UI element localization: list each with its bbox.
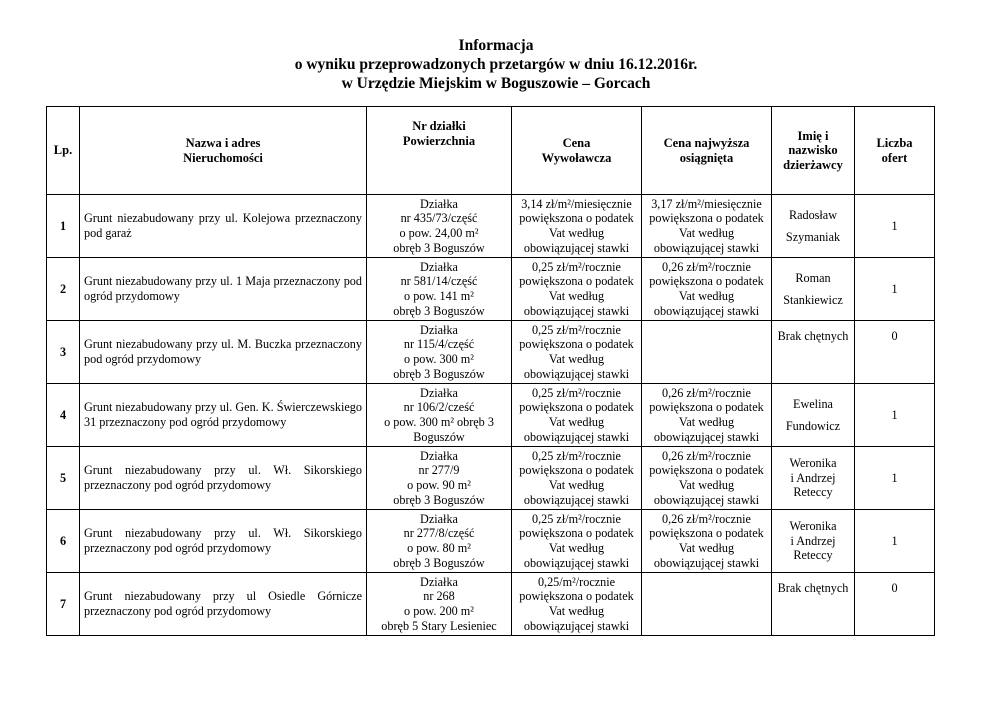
person-line: Brak chętnych (777, 581, 849, 595)
col-header-plot: Nr działki Powierzchnia (367, 107, 512, 195)
price-line: 0,25/m²/rocznie (537, 574, 616, 589)
table-row (47, 447, 935, 510)
row-number: 6 (47, 510, 80, 573)
plot-info (367, 510, 512, 573)
highest-price (642, 195, 772, 258)
plot-info (367, 447, 512, 510)
price-line: Vat według (548, 541, 605, 555)
plot-line: obręb 5 Stary Lesieniec (381, 618, 497, 633)
top-line: 0,26 zł/m²/rocznie (662, 259, 751, 274)
property-name: Grunt niezabudowany przy ul. Wł. Sikorskiego przeznaczony pod ogród przydomowy (80, 447, 367, 510)
top-line: Vat według (678, 415, 735, 429)
property-name: Grunt niezabudowany przy ul. Kolejowa przeznaczony pod garaż (80, 195, 367, 258)
top-line: Vat według (678, 226, 735, 240)
person-line: i Andrzej (790, 470, 836, 485)
offer-count: 1 (855, 258, 935, 321)
price-line: powiększona o podatek (519, 589, 634, 604)
title-line-3: w Urzędzie Miejskim w Boguszowie – Gorcach (341, 75, 651, 92)
offer-count: 0 (855, 573, 935, 636)
starting-price (512, 510, 642, 573)
col-header-offers: Liczba ofert (855, 107, 935, 195)
plot-line: nr 581/14/część (400, 274, 478, 289)
price-line: Vat według (548, 604, 605, 618)
top-line: obowiązującej stawki (653, 429, 760, 444)
person-line: Radosław (788, 208, 838, 222)
plot-line: nr 277/8/część (403, 526, 475, 541)
table-row (47, 258, 935, 321)
price-line: 0,25 zł/m²/rocznie (532, 448, 621, 463)
table-row (47, 195, 935, 258)
plot-info (367, 384, 512, 447)
property-name: Grunt niezabudowany przy ul. M. Buczka przeznaczony pod ogród przydomowy (80, 321, 367, 384)
top-line: powiększona o podatek (649, 274, 764, 289)
tenant-name (772, 258, 855, 321)
table-row (47, 573, 935, 636)
highest-price (642, 573, 772, 636)
table-row (47, 321, 935, 384)
price-line: Vat według (548, 352, 605, 366)
plot-line: Działka (420, 511, 458, 526)
price-line: 0,25 zł/m²/rocznie (532, 385, 621, 400)
tenant-name (772, 384, 855, 447)
price-line: powiększona o podatek (519, 337, 634, 352)
starting-price (512, 384, 642, 447)
tenant-name (772, 447, 855, 510)
price-line: 0,25 zł/m²/rocznie (532, 322, 621, 337)
price-line: obowiązującej stawki (523, 429, 630, 444)
title-line-1: Informacja (458, 37, 534, 54)
offer-count: 1 (855, 510, 935, 573)
plot-line: obręb 3 Boguszów (393, 555, 485, 570)
plot-line: nr 268 (423, 589, 455, 604)
person-line: Fundowicz (785, 419, 841, 433)
price-line: 3,14 zł/m²/miesięcznie (521, 196, 632, 211)
price-line: obowiązującej stawki (523, 492, 630, 507)
highest-price (642, 447, 772, 510)
offer-count: 0 (855, 321, 935, 384)
price-line: powiększona o podatek (519, 274, 634, 289)
col-header-person: Imię i nazwisko dzierżawcy (772, 107, 855, 195)
price-line: Vat według (548, 289, 605, 303)
plot-line: Boguszów (413, 429, 465, 444)
plot-line: nr 277/9 (418, 463, 460, 478)
starting-price (512, 447, 642, 510)
plot-info (367, 258, 512, 321)
top-line: obowiązującej stawki (653, 555, 760, 570)
person-line: Weronika (789, 456, 837, 471)
col-header-name: Nazwa i adres Nieruchomości (80, 107, 367, 195)
plot-line: o pow. 300 m² obręb 3 (384, 415, 494, 429)
plot-line: Działka (420, 448, 458, 463)
price-line: obowiązującej stawki (523, 366, 630, 381)
row-number: 1 (47, 195, 80, 258)
starting-price (512, 573, 642, 636)
price-line: obowiązującej stawki (523, 555, 630, 570)
person-line: Weronika (789, 519, 837, 534)
top-line: powiększona o podatek (649, 526, 764, 541)
tenant-name (772, 510, 855, 573)
plot-line: obręb 3 Boguszów (393, 492, 485, 507)
title-line-2: o wyniku przeprowadzonych przetargów w dniu 16.12.2016r. (294, 56, 698, 73)
col-header-top-price: Cena najwyższa osiągnięta (642, 107, 772, 195)
plot-line: nr 435/73/część (400, 211, 478, 226)
top-line: powiększona o podatek (649, 400, 764, 415)
plot-line: Działka (420, 574, 458, 589)
row-number: 4 (47, 384, 80, 447)
plot-info (367, 573, 512, 636)
row-number: 5 (47, 447, 80, 510)
top-line: 3,17 zł/m²/miesięcznie (651, 196, 762, 211)
person-line: Szymaniak (785, 230, 841, 244)
price-line: obowiązującej stawki (523, 240, 630, 255)
price-line: Vat według (548, 478, 605, 492)
offer-count: 1 (855, 195, 935, 258)
top-line: 0,26 zł/m²/rocznie (662, 511, 751, 526)
top-line: 0,26 zł/m²/rocznie (662, 448, 751, 463)
tenant-name (772, 573, 855, 636)
plot-info (367, 195, 512, 258)
price-line: obowiązującej stawki (523, 303, 630, 318)
table-header-row (47, 107, 935, 195)
table-row (47, 510, 935, 573)
row-number: 7 (47, 573, 80, 636)
offer-count: 1 (855, 384, 935, 447)
highest-price (642, 321, 772, 384)
plot-info (367, 321, 512, 384)
top-line: 0,26 zł/m²/rocznie (662, 385, 751, 400)
plot-line: Działka (420, 322, 458, 337)
col-header-price: Cena Wywoławcza (512, 107, 642, 195)
row-number: 2 (47, 258, 80, 321)
tender-results-table (46, 106, 935, 636)
starting-price (512, 321, 642, 384)
price-line: Vat według (548, 226, 605, 240)
plot-line: obręb 3 Boguszów (393, 240, 485, 255)
plot-line: o pow. 300 m² (404, 352, 474, 366)
plot-line: o pow. 24,00 m² (399, 226, 479, 240)
starting-price (512, 258, 642, 321)
starting-price (512, 195, 642, 258)
top-line: Vat według (678, 289, 735, 303)
col-header-lp: Lp. (47, 107, 80, 195)
top-line: Vat według (678, 541, 735, 555)
property-name: Grunt niezabudowany przy ul. 1 Maja przeznaczony pod ogród przydomowy (80, 258, 367, 321)
top-line: obowiązującej stawki (653, 240, 760, 255)
property-name: Grunt niezabudowany przy ul Osiedle Górnicze przeznaczony pod ogród przydomowy (80, 573, 367, 636)
property-name: Grunt niezabudowany przy ul. Wł. Sikorskiego przeznaczony pod ogród przydomowy (80, 510, 367, 573)
price-line: obowiązującej stawki (523, 618, 630, 633)
table-row (47, 384, 935, 447)
highest-price (642, 384, 772, 447)
price-line: powiększona o podatek (519, 400, 634, 415)
top-line: powiększona o podatek (649, 211, 764, 226)
person-line: Reteccy (793, 485, 833, 500)
person-line: Stankiewicz (783, 293, 843, 307)
tenant-name (772, 195, 855, 258)
person-line: Reteccy (793, 548, 833, 563)
highest-price (642, 510, 772, 573)
offer-count: 1 (855, 447, 935, 510)
price-line: powiększona o podatek (519, 526, 634, 541)
top-line: Vat według (678, 478, 735, 492)
person-line: Ewelina (793, 397, 833, 411)
top-line: obowiązującej stawki (653, 303, 760, 318)
highest-price (642, 258, 772, 321)
plot-line: Działka (420, 196, 458, 211)
plot-line: nr 106/2/cześć (403, 400, 475, 415)
price-line: 0,25 zł/m²/rocznie (532, 259, 621, 274)
plot-line: obręb 3 Boguszów (393, 366, 485, 381)
price-line: powiększona o podatek (519, 211, 634, 226)
person-line: Brak chętnych (777, 329, 849, 343)
row-number: 3 (47, 321, 80, 384)
price-line: Vat według (548, 415, 605, 429)
plot-line: Działka (420, 385, 458, 400)
plot-line: nr 115/4/część (403, 337, 475, 352)
plot-line: o pow. 200 m² (404, 604, 474, 618)
property-name: Grunt niezabudowany przy ul. Gen. K. Świerczewskiego 31 przeznaczony pod ogród przydomowy (80, 384, 367, 447)
plot-line: o pow. 90 m² (407, 478, 471, 492)
top-line: obowiązującej stawki (653, 492, 760, 507)
plot-line: o pow. 141 m² (404, 289, 474, 303)
person-line: i Andrzej (790, 533, 836, 548)
plot-line: o pow. 80 m² (407, 541, 471, 555)
document-title (0, 36, 992, 93)
person-line: Roman (795, 271, 831, 285)
price-line: powiększona o podatek (519, 463, 634, 478)
plot-line: obręb 3 Boguszów (393, 303, 485, 318)
tenant-name (772, 321, 855, 384)
plot-line: Działka (420, 259, 458, 274)
price-line: 0,25 zł/m²/rocznie (532, 511, 621, 526)
top-line: powiększona o podatek (649, 463, 764, 478)
